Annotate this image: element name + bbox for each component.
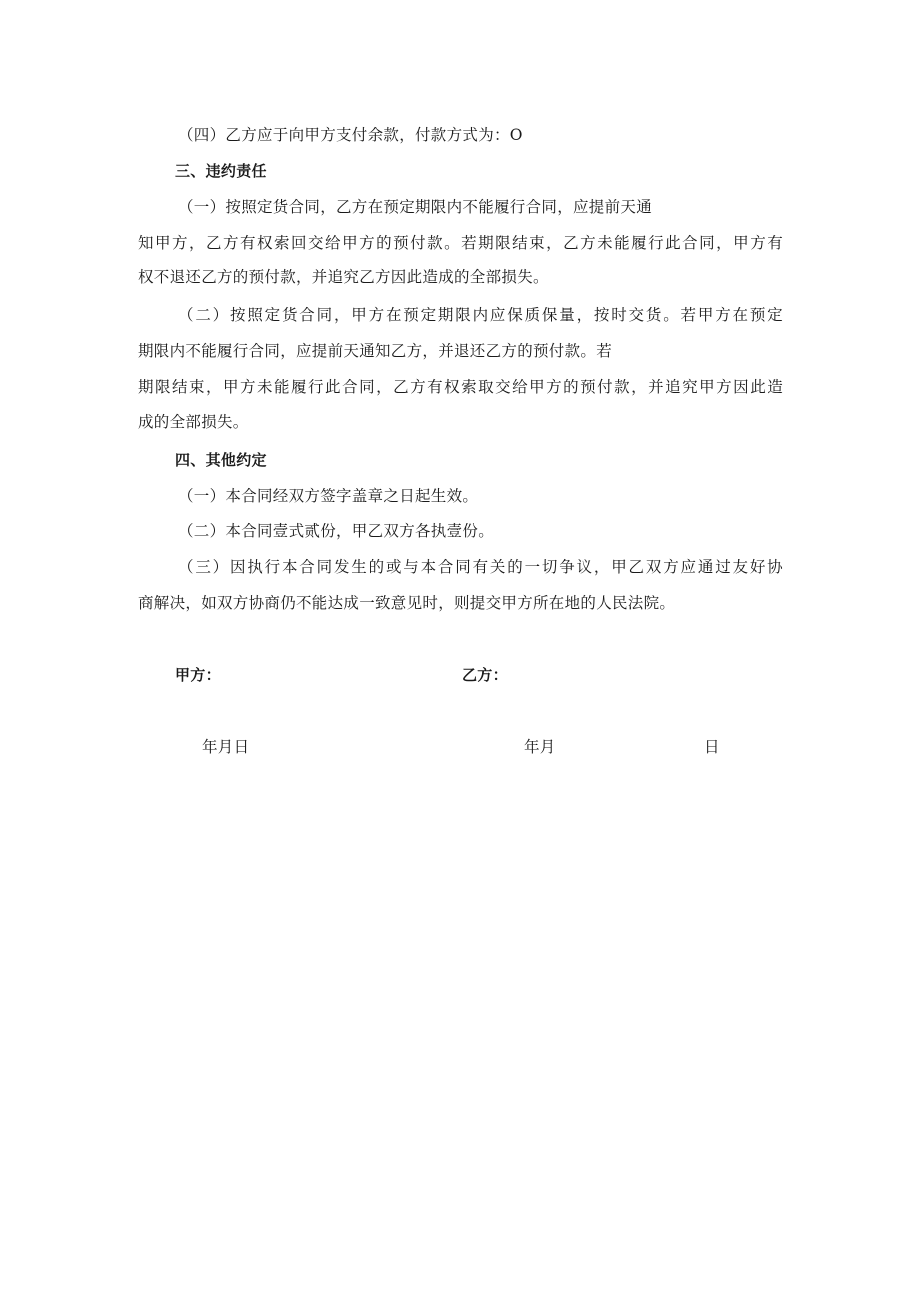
payment-clause: （四）乙方应于向甲方支付余款，付款方式为：O (178, 126, 523, 144)
other-clause-3-line-2: 商解决，如双方协商仍不能达成一致意见时，则提交甲方所在地的人民法院。 (138, 594, 676, 612)
breach-clause-2-line-1: （二）按照定货合同，甲方在预定期限内应保质保量，按时交货。若甲方在预定 (178, 306, 783, 324)
other-clause-2: （二）本合同壹式贰份，甲乙双方各执壹份。 (178, 522, 495, 540)
party-b-label: 乙方： (462, 666, 508, 684)
breach-clause-1-line-2: 知甲方，乙方有权索回交给甲方的预付款。若期限结束，乙方未能履行此合同，甲方有 (138, 234, 783, 252)
breach-clause-2-line-4: 成的全部损失。 (138, 413, 249, 431)
breach-clause-2-line-2: 期限内不能履行合同，应提前天通知乙方，并退还乙方的预付款。若 (138, 342, 613, 360)
breach-clause-1-line-3: 权不退还乙方的预付款，并追究乙方因此造成的全部损失。 (138, 268, 549, 286)
breach-clause-2-line-3: 期限结束，甲方未能履行此合同，乙方有权索取交给甲方的预付款，并追究甲方因此造 (138, 378, 783, 396)
party-b-date-day: 日 (704, 738, 720, 756)
section-heading-breach: 三、违约责任 (175, 162, 267, 180)
party-b-date-year-month: 年月 (524, 738, 556, 756)
party-a-label: 甲方： (175, 666, 221, 684)
section-heading-other: 四、其他约定 (175, 451, 267, 469)
party-a-date: 年月日 (202, 738, 250, 756)
other-clause-1: （一）本合同经双方签字盖章之日起生效。 (178, 487, 479, 505)
breach-clause-1-line-1: （一）按照定货合同，乙方在预定期限内不能履行合同，应提前天通 (178, 198, 653, 216)
other-clause-3-line-1: （三）因执行本合同发生的或与本合同有关的一切争议，甲乙双方应通过友好协 (178, 558, 783, 576)
